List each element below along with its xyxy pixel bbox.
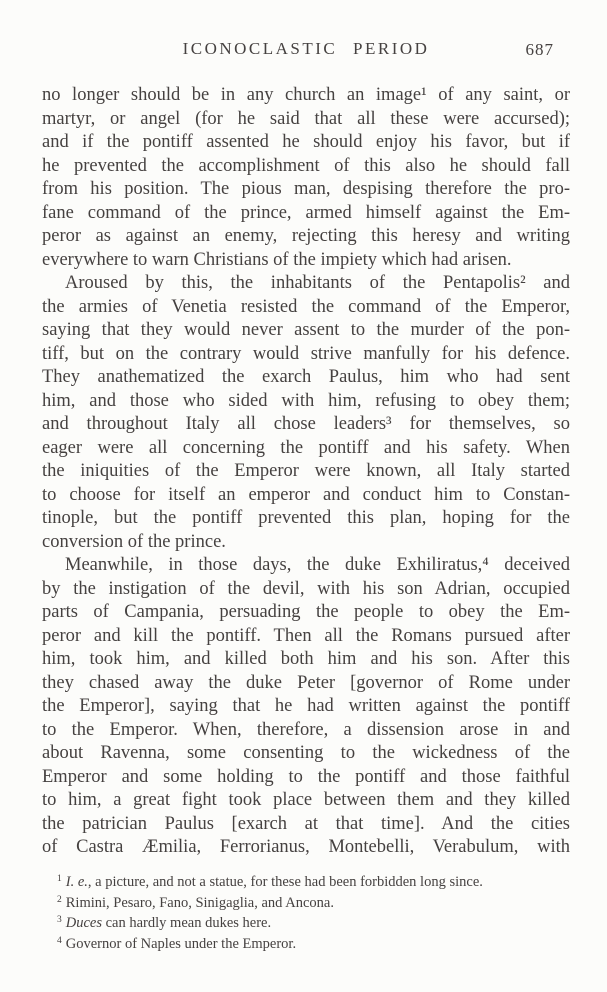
- paragraph: [42, 272, 570, 554]
- text-line: him, and those who sided with him, refusing to obey them;: [42, 390, 570, 411]
- text-line: fane command of the prince, armed himself against the Em-: [42, 202, 570, 223]
- page-title: ICONOCLASTIC PERIOD: [182, 39, 430, 58]
- text-line: tiff, but on the contrary would strive manfully for his defence.: [42, 343, 570, 364]
- paragraph: [42, 554, 570, 860]
- text-line: him, took him, and killed both him and his son. After this: [42, 649, 570, 669]
- footnote-text: Rimini, Pesaro, Fano, Sinigaglia, and Ancona.: [65, 894, 334, 911]
- text-line: to him, a great fight took place between them and they killed: [42, 790, 570, 810]
- footnote: [42, 871, 570, 892]
- text-line: he prevented the accomplishment of this also he should fall: [42, 155, 570, 176]
- text-line: eager were all concerning the pontiff and his safety. When: [42, 437, 570, 458]
- footnote-marker: 1: [57, 874, 62, 884]
- text-line: martyr, or angel (for he said that all these were accursed);: [42, 108, 570, 129]
- text-line: by the instigation of the devil, with his son Adrian, occupied: [42, 578, 570, 599]
- text-line: tinople, but the pontiff prevented this plan, hoping for the: [42, 508, 570, 528]
- text-line: and if the pontiff assented he should enjoy his favor, but if: [42, 132, 570, 152]
- text-line: conversion of the prince.: [42, 531, 226, 552]
- text-line: Meanwhile, in those days, the duke Exhiliratus,⁴ deceived: [65, 555, 570, 575]
- text-line: saying that they would never assent to the murder of the pon-: [42, 320, 570, 340]
- text-line: to choose for itself an emperor and conduct him to Constan-: [42, 484, 570, 505]
- footnote-marker: 2: [57, 894, 62, 905]
- footnote-text: , a picture, and not a statue, for these had been forbidden long since.: [87, 874, 483, 890]
- footnote: [42, 892, 570, 913]
- paragraph: [42, 84, 570, 272]
- text-line: parts of Campania, persuading the people to obey the Em-: [42, 602, 570, 622]
- text-line: They anathematized the exarch Paulus, him who had sent: [42, 367, 570, 387]
- text-line: Emperor and some holding to the pontiff and those faithful: [42, 766, 570, 787]
- text-line: the patrician Paulus [exarch at that time]. And the cities: [42, 813, 570, 834]
- footnote-italic-text: Duces: [65, 915, 102, 931]
- footnotes: [42, 871, 570, 953]
- body-text: [42, 84, 570, 860]
- footnote-marker: 3: [57, 915, 62, 925]
- page-number: 687: [525, 40, 554, 59]
- text-line: to the Emperor. When, therefore, a dissension arose in and: [42, 719, 570, 740]
- text-line: peror as against an enemy, rejecting this heresy and writing: [42, 226, 570, 246]
- footnote-text: Governor of Naples under the Emperor.: [65, 935, 297, 952]
- text-line: no longer should be in any church an image¹ of any saint, or: [42, 85, 570, 105]
- text-line: of Castra Æmilia, Ferrorianus, Montebelli, Verabulum, with: [42, 837, 570, 857]
- text-line: everywhere to warn Christians of the impiety which had arisen.: [42, 249, 512, 270]
- footnote-marker: 4: [57, 935, 62, 946]
- footnote: [42, 933, 570, 954]
- footnote-italic-text: I. e.: [65, 874, 88, 890]
- text-line: from his position. The pious man, despising therefore the pro-: [42, 179, 570, 199]
- text-line: the iniquities of the Emperor were known, all Italy started: [42, 461, 570, 481]
- text-line: about Ravenna, some consenting to the wickedness of the: [42, 743, 570, 763]
- text-line: the Emperor], saying that he had written against the pontiff: [42, 696, 570, 716]
- running-head: [42, 39, 570, 61]
- footnote: [42, 912, 570, 933]
- footnote-text: can hardly mean dukes here.: [102, 915, 272, 931]
- text-line: they chased away the duke Peter [governor of Rome under: [42, 672, 570, 693]
- text-line: Aroused by this, the inhabitants of the Pentapolis² and: [65, 273, 570, 293]
- text-line: peror and kill the pontiff. Then all the Romans pursued after: [42, 625, 570, 646]
- text-line: and throughout Italy all chose leaders³ for themselves, so: [42, 414, 570, 434]
- text-line: the armies of Venetia resisted the command of the Emperor,: [42, 296, 570, 317]
